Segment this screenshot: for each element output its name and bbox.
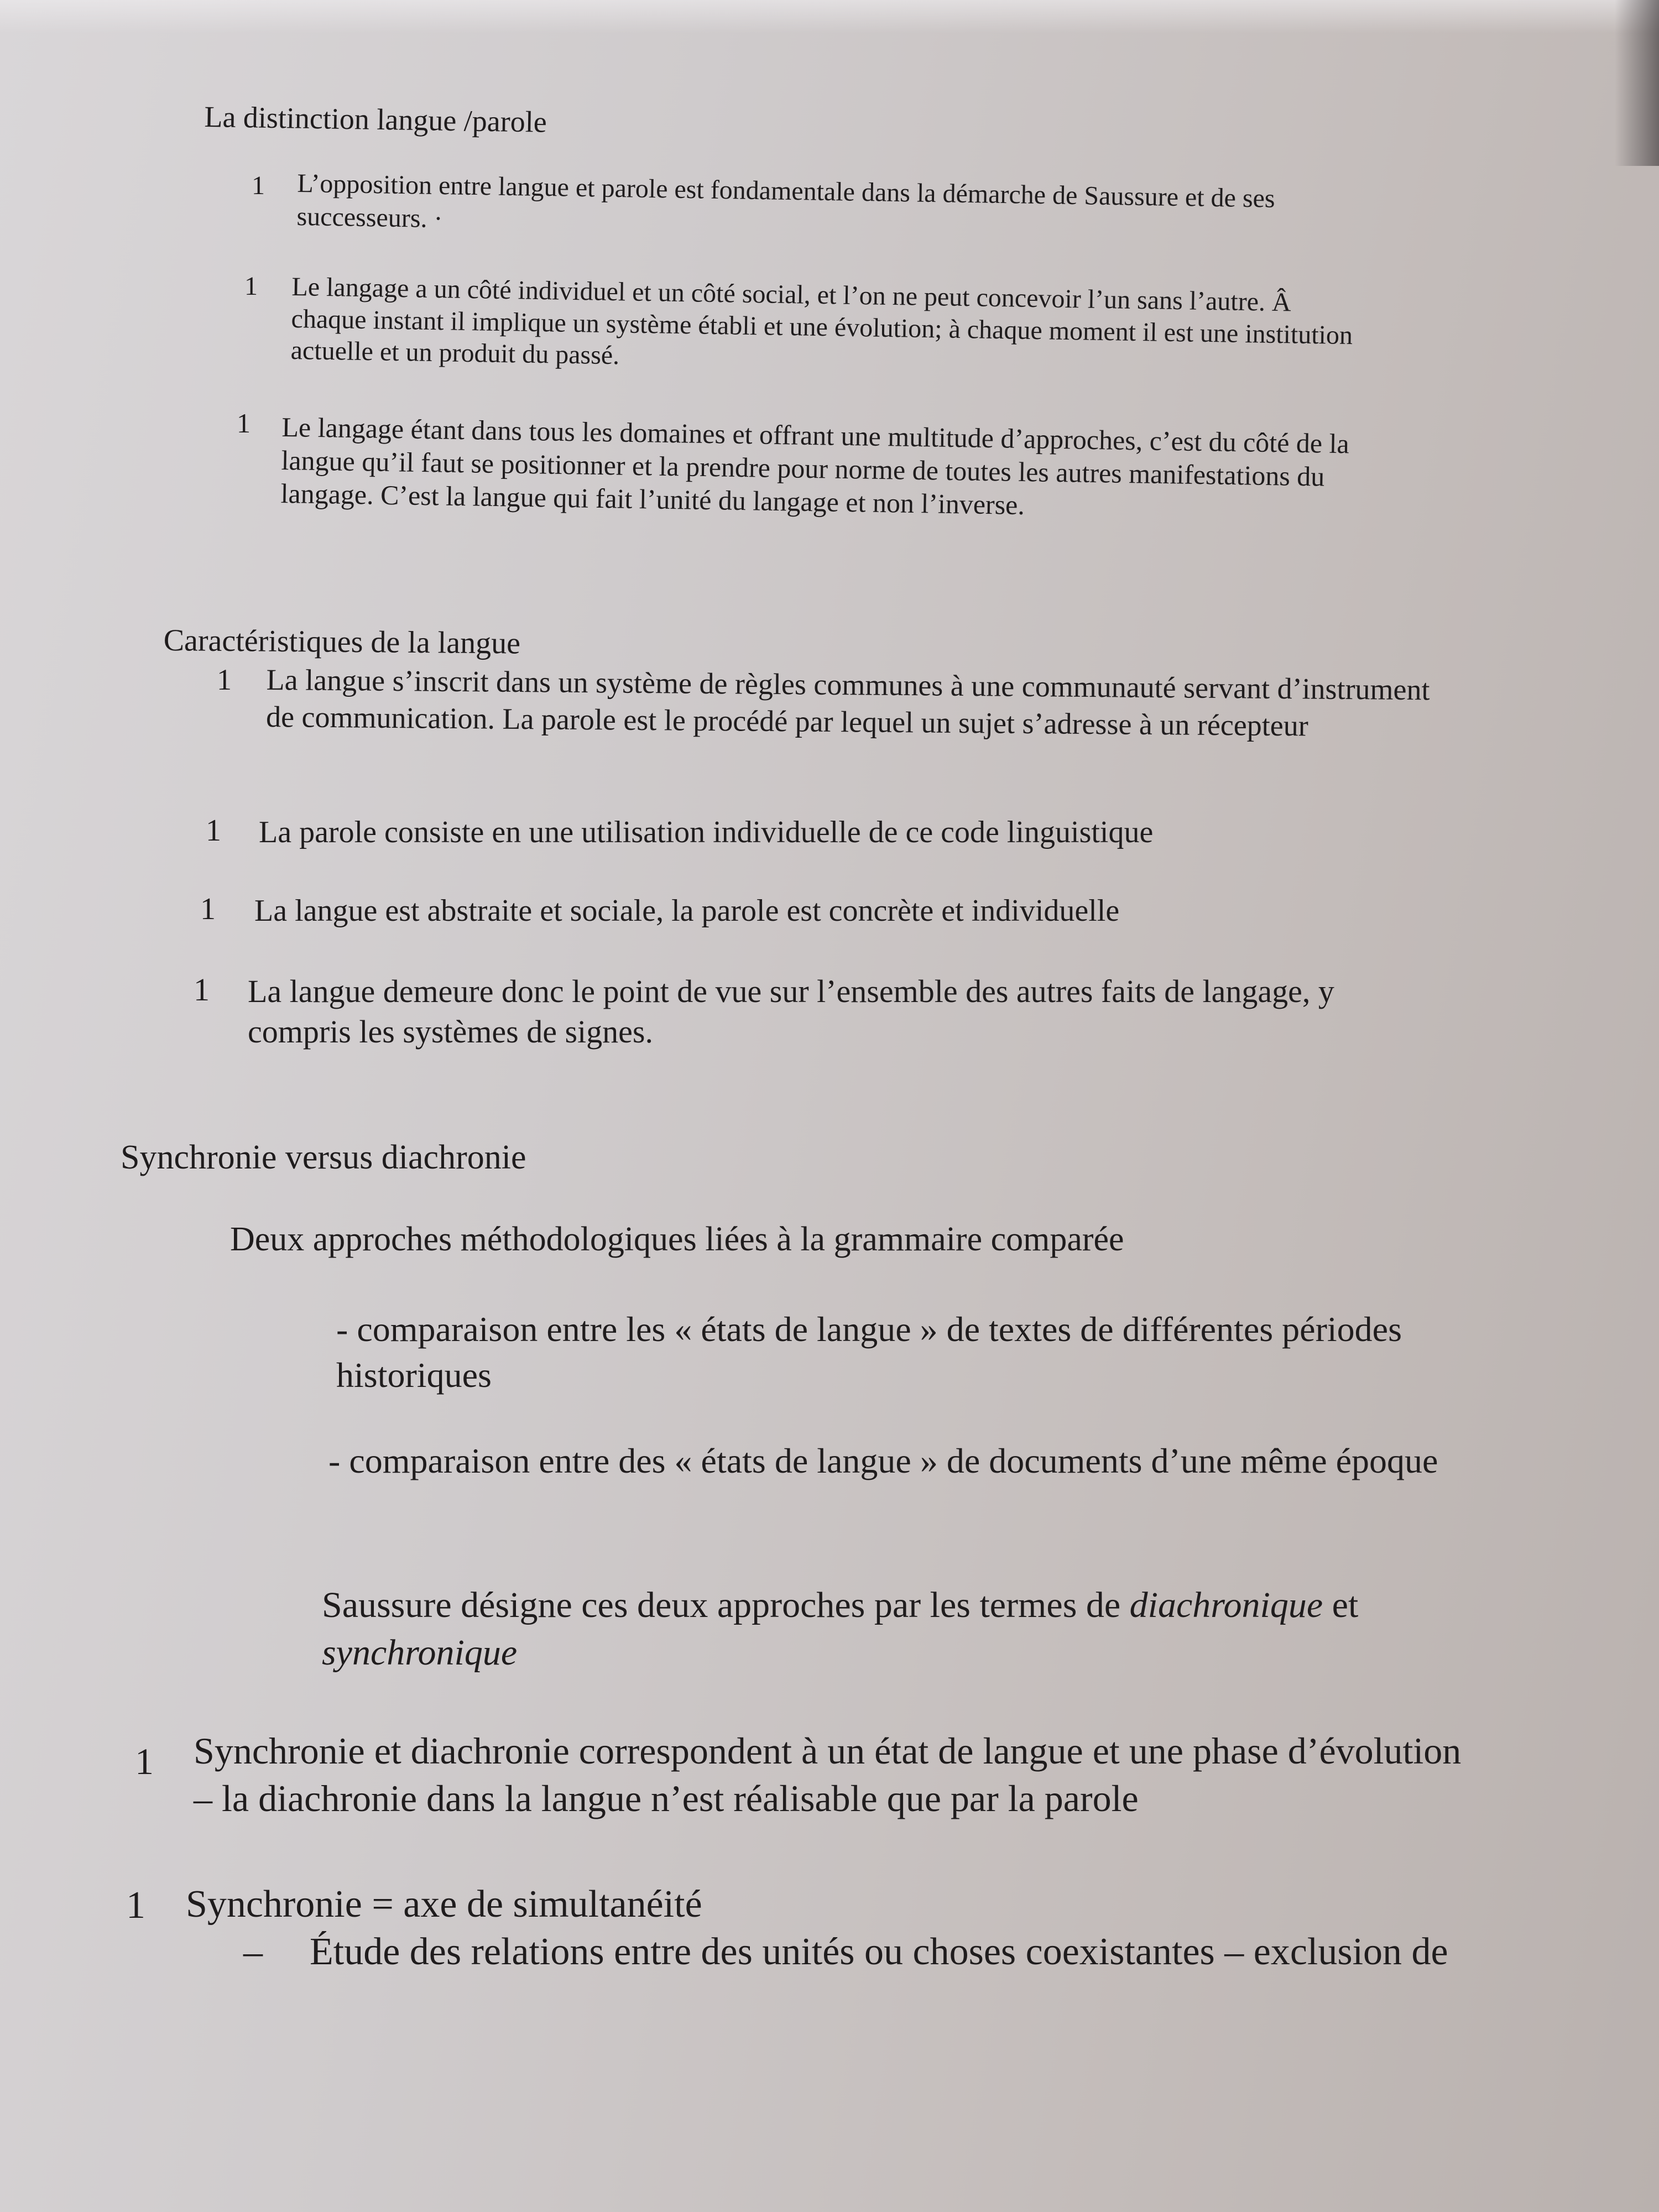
item-number: 1 <box>135 1740 154 1782</box>
paragraph-opposition: L’opposition entre langue et parole est fondamentale dans la démarche de Saussure et de ses successeurs. · <box>296 168 1276 234</box>
item-number: 1 <box>126 1884 145 1927</box>
item-number: 1 <box>217 663 232 696</box>
paragraph-axe-simultaneite: Synchronie = axe de simultanéité <box>186 1883 702 1926</box>
sub-item-etude-relations: Étude des relations entre des unités ou choses coexistantes – exclusion de <box>310 1931 1448 1973</box>
section-heading-distinction: La distinction langue /parole <box>204 100 547 139</box>
page-edge-shadow <box>1615 0 1659 166</box>
paragraph-langage-individuel-social: Le langage a un côté individuel et un côté social, et l’on ne peut concevoir l’un sans l’autre. Â chaque instant il implique un système établi et une évolution; à chaque moment il est une institution actuelle et un produit du passé. <box>290 272 1353 371</box>
paragraph-etat-phase: Synchronie et diachronie correspondent à un état de langue et une phase d’évolution – la diachronie dans la langue n’est réalisable que par la parole <box>194 1730 1462 1819</box>
item-number: 1 <box>206 813 221 848</box>
term-diachronique: diachronique <box>1129 1585 1323 1625</box>
point-periodes-historiques: - comparaison entre les « états de langue » de textes de différentes périodes historiques <box>336 1310 1402 1395</box>
item-number: 1 <box>244 272 258 301</box>
section-heading-caracteristiques: Caractéristiques de la langue <box>163 623 521 661</box>
paragraph-langage-domaines: Le langage étant dans tous les domaines et offrant une multitude d’approches, c’est du côté de la langue qu’il faut se positionner et la prendre pour norme de toutes les autres manifestations du langage. C’est la langue qui fait l’unité du langage et non l’inverse. <box>280 411 1350 521</box>
paragraph-deux-approches: Deux approches méthodologiques liées à la grammaire comparée <box>230 1220 1124 1258</box>
item-number: 1 <box>200 892 216 926</box>
paragraph-point-de-vue: La langue demeure donc le point de vue sur l’ensemble des autres faits de langage, y compris les systèmes de signes. <box>248 973 1334 1050</box>
item-number: 1 <box>252 171 265 200</box>
section-heading-synchronie: Synchronie versus diachronie <box>121 1139 526 1176</box>
note-prefix: Saussure désigne ces deux approches par les termes de <box>322 1585 1130 1625</box>
page-top-highlight <box>0 0 1659 33</box>
item-number: 1 <box>237 408 251 439</box>
paragraph-saussure-termes <box>322 1582 1483 1677</box>
point-meme-epoque: - comparaison entre des « états de langue » de documents d’une même époque <box>328 1441 1438 1480</box>
note-middle: et <box>1323 1585 1359 1625</box>
paragraph-systeme-regles: La langue s’inscrit dans un système de règles communes à une communauté servant d’instrument de communication. La parole est le procédé par lequel un sujet s’adresse à un récepteur <box>265 662 1430 743</box>
paragraph-abstraite-concrete: La langue est abstraite et sociale, la parole est concrète et individuelle <box>254 894 1120 928</box>
item-number: 1 <box>194 972 210 1008</box>
sub-item-dash: – <box>243 1931 263 1973</box>
paragraph-parole-utilisation: La parole consiste en une utilisation individuelle de ce code linguistique <box>259 815 1154 849</box>
term-synchronique: synchronique <box>322 1632 518 1673</box>
